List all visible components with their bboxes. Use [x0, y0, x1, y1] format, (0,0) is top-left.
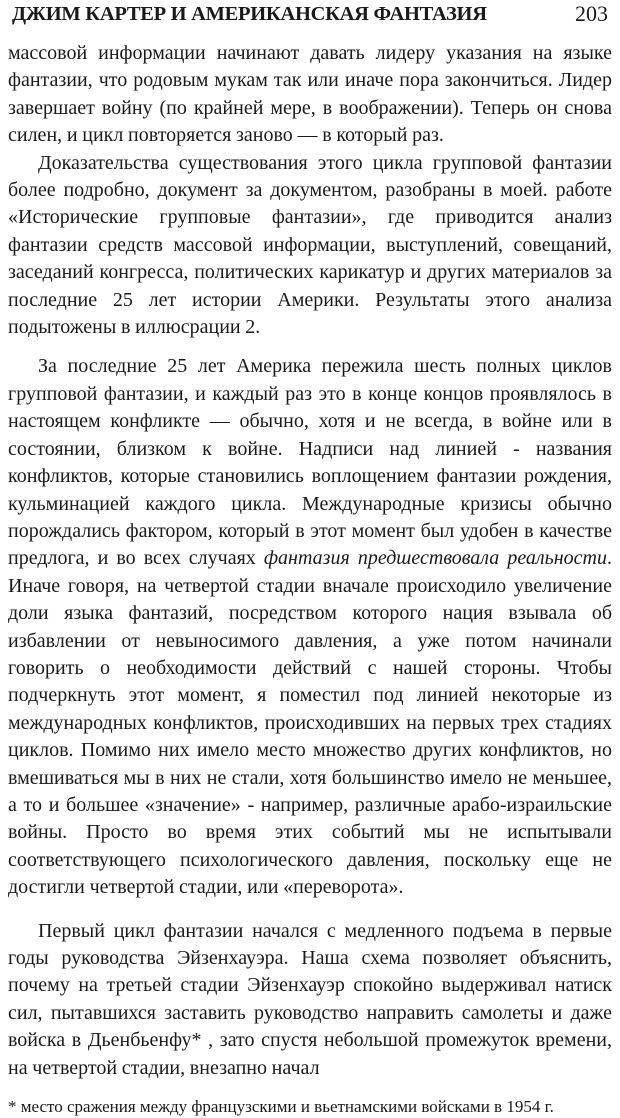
- page-header: [8, 0, 612, 40]
- paragraph-4: Первый цикл фантазии начался с медленного подъема в первые годы руководства Эйзенхауэра. Наша схема позволяет объяснить, почему на третьей стадии Эйзенхауэр спокойно выдерживал натиск сил, пытавшихся заставить руководство направить самолеты и даже войска в Дьенбьенфу* , зато спустя небольшой промежуток времени, на четвертой стадии, внезапно начал: [8, 919, 612, 1079]
- footnote: * место сражения между французскими и вьетнамскими войсками в 1954 г.: [8, 1097, 554, 1117]
- running-title: ДЖИМ КАРТЕР И АМЕРИКАНСКАЯ ФАНТАЗИЯ: [12, 3, 487, 25]
- paragraph-2: Доказательства существования этого цикла групповой фантазии более подробно, документ за документом, разобраны в моей. работе «Исторические групповые фантазии», где приводится анализ фантазии средств массовой информации, выступлений, совещаний, заседаний конгресса, политических карикатур и других материалов за последние 25 лет истории Америки. Результаты этого анализа подытожены в иллюсрации 2.: [8, 151, 612, 339]
- italic-phrase: фантазия предшествовала реальности: [263, 547, 607, 570]
- paragraph-3-text-end: . Иначе говоря, на четвертой стадии вначале происходило увеличение доли языка фантазий, посредством которого нация взывала об избавлении от невыносимого давления, а уже потом начинали говорить о необходимости действий с нашей стороны. Чтобы подчеркнуть этот момент, я поместил под линией некоторые из международных конфликтов, происходивших на первых трех стадиях циклов. Помимо них имело место множество других конфликтов, но вмешиваться мы в них не стали, хотя большинство имело не меньшее, а то и большее «значение» - например, различные арабо-израильские войны. Просто во время этих событий мы не испытывали соответствующего психологического давления, поскольку еще не достигли четвертой стадии, или «переворота».: [8, 547, 612, 899]
- paragraph-3-text-start: За последние 25 лет Америка пережила шесть полных циклов групповой фантазии, и каждый раз это в конце концов проявлялось в настоящем конфликте — обычно, хотя и не всегда, в войне или в состоянии, близком к войне. Надписи над линией - названия конфликтов, которые становились воплощением фантазии рождения, кульминацией каждого цикла. Международные кризисы обычно порождались фактором, который в этот момент был удобен в качестве предлога, и во всех случаях: [8, 355, 612, 570]
- page-number: 203: [575, 1, 608, 26]
- paragraph-1: массовой информации начинают давать лидеру указания на языке фантазии, что родовым мукам так или иначе пора закончиться. Лидер завершает войну (по крайней мере, в воображении). Теперь он снова силен, и цикл повторяется заново — в который раз.: [8, 42, 612, 147]
- paragraph-3: [8, 353, 612, 901]
